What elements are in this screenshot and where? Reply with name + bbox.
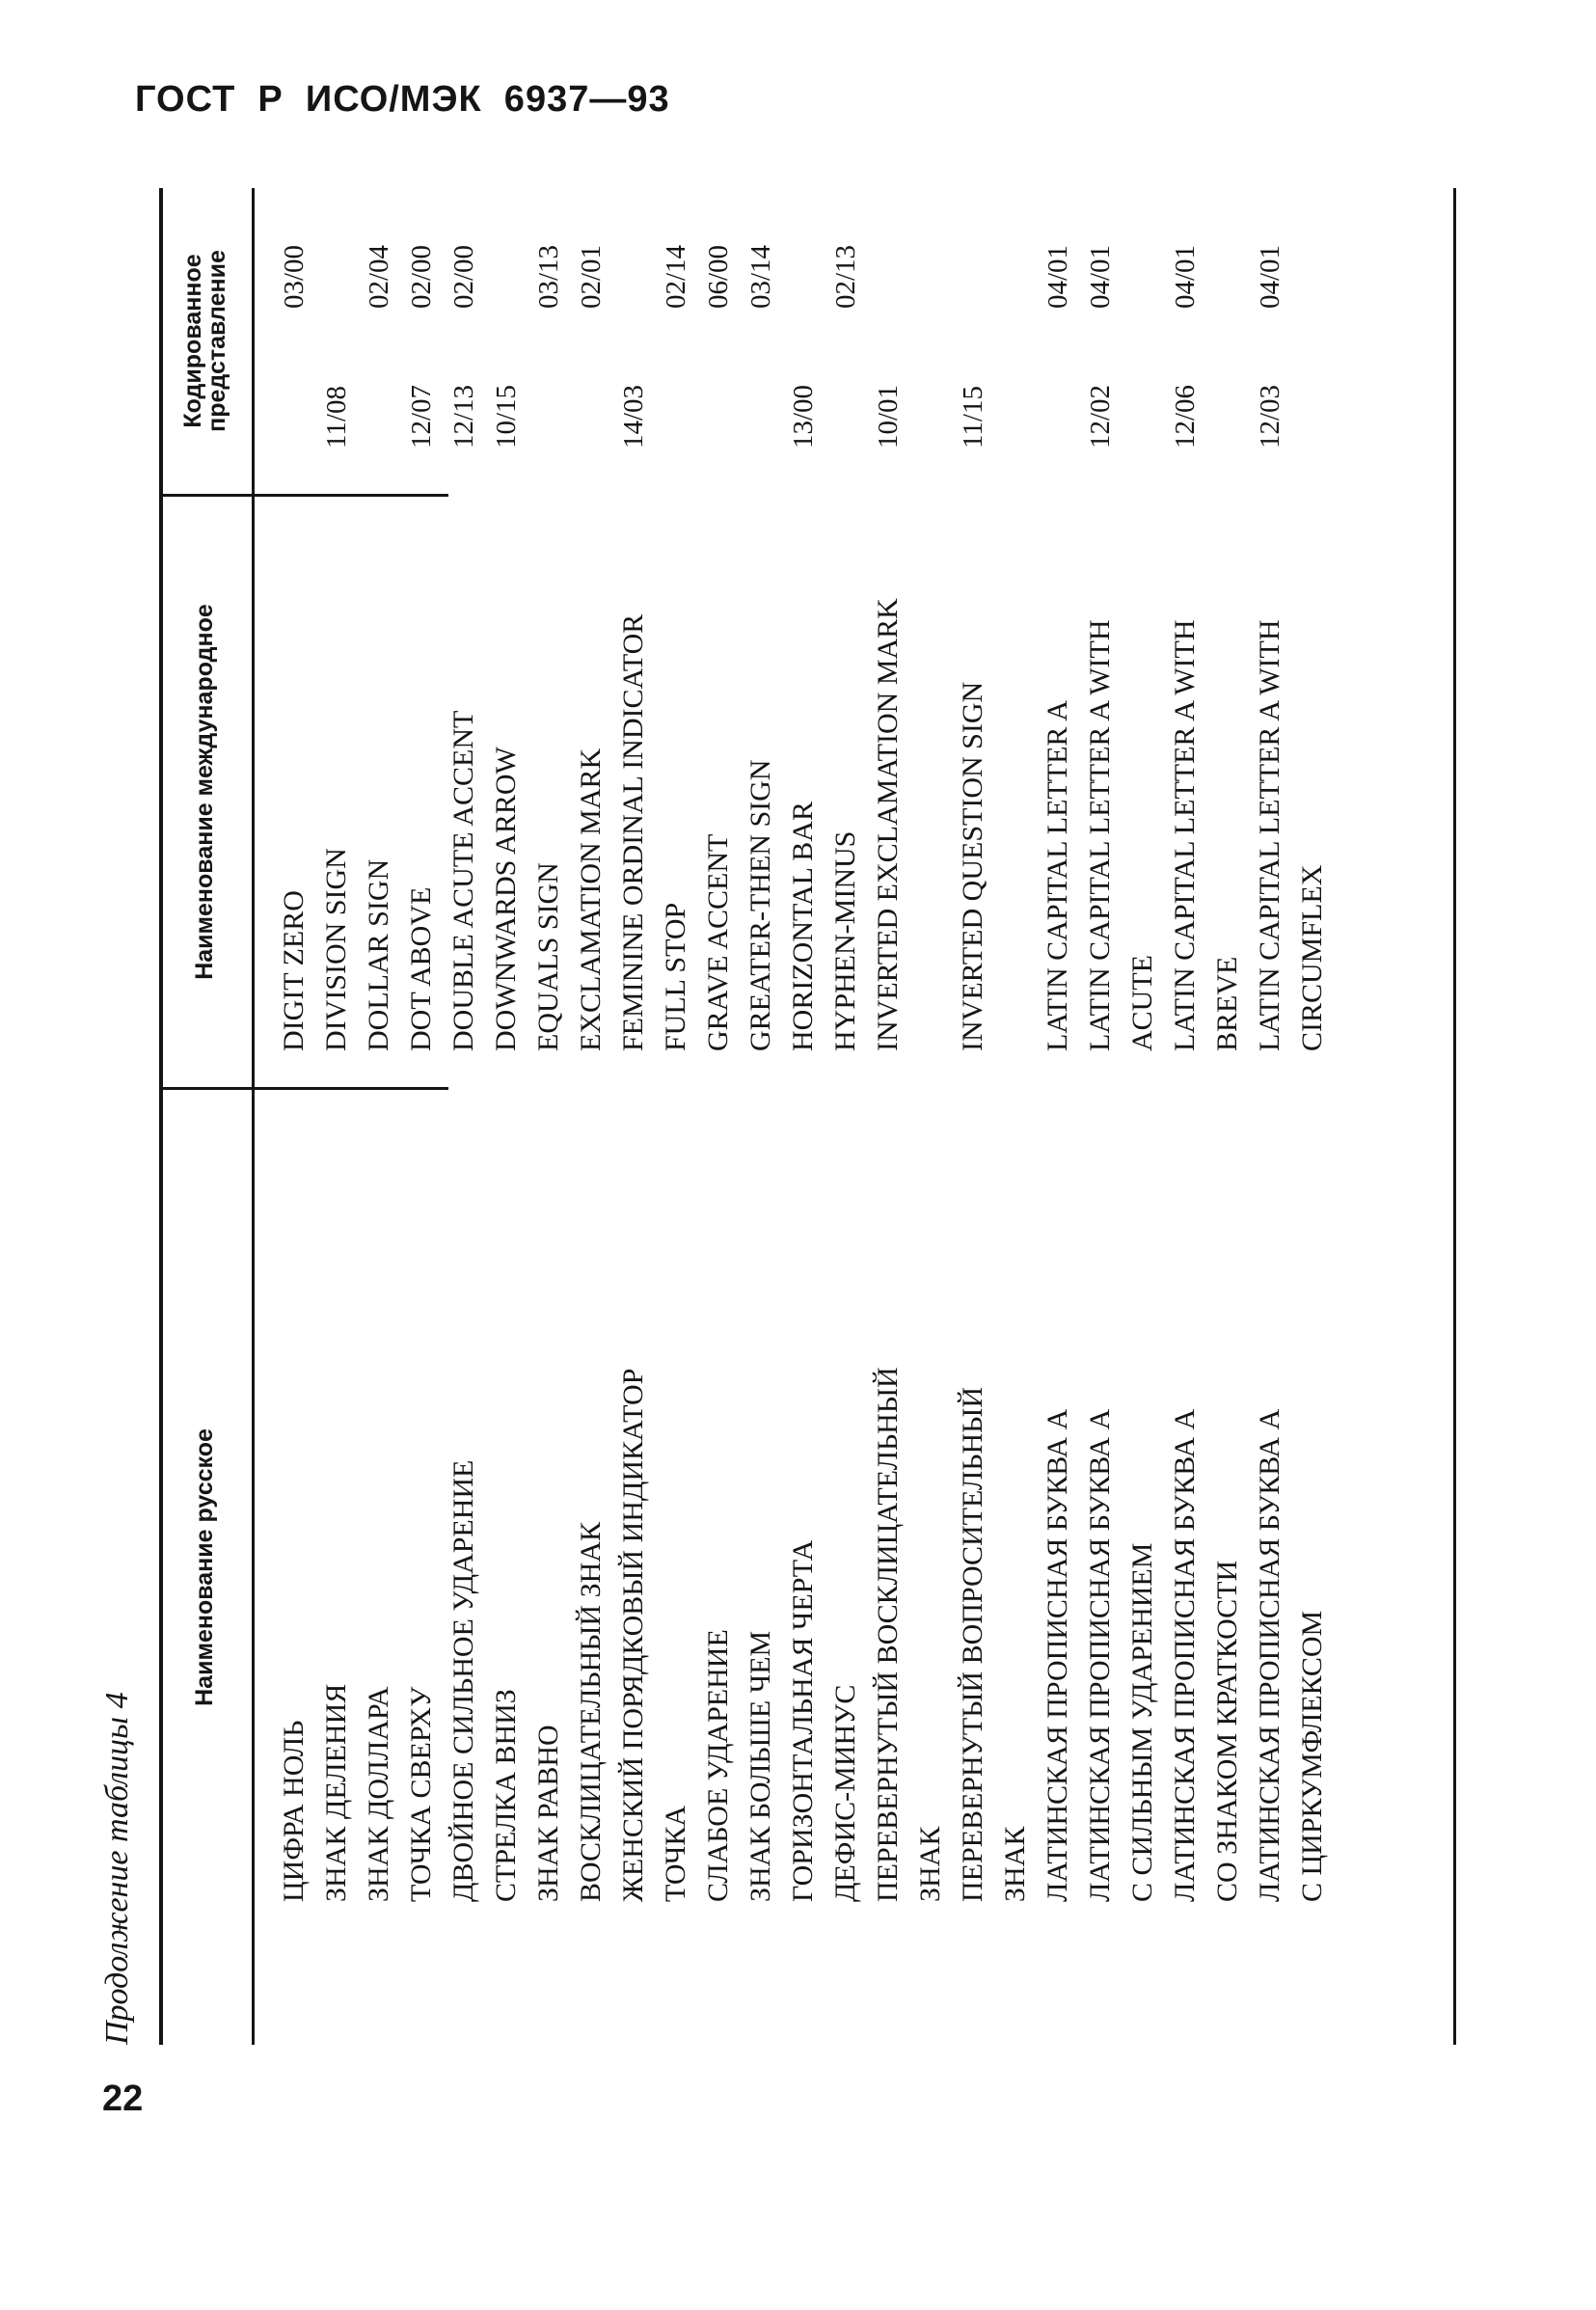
code-primary: 10/01 <box>873 384 904 448</box>
international-name-cell: FULL STOP <box>660 902 691 1051</box>
code-secondary: 02/13 <box>830 244 861 309</box>
table-bottom-rule <box>1453 188 1456 2045</box>
international-name-cell: BREVE <box>1211 956 1243 1051</box>
code-secondary: 03/13 <box>533 244 564 309</box>
page-number: 22 <box>102 2079 144 2119</box>
table-row <box>1249 188 1291 2045</box>
code-primary: 14/03 <box>618 384 649 448</box>
code-secondary: 03/00 <box>279 244 310 309</box>
code-primary: 12/03 <box>1255 384 1285 448</box>
international-name-cell: ACUTE <box>1126 955 1158 1051</box>
code-secondary: 04/01 <box>1170 244 1201 309</box>
table-row <box>400 188 443 2045</box>
header-coded-representation: Кодированное представление <box>178 250 230 432</box>
table-row <box>1164 188 1206 2045</box>
code-primary: 12/06 <box>1170 384 1201 448</box>
table-row <box>612 188 655 2045</box>
table-row <box>697 188 740 2045</box>
code-secondary: 04/01 <box>1085 244 1116 309</box>
russian-name-cell: ЗНАК ДЕЛЕНИЯ <box>320 1683 352 1902</box>
russian-name-cell: С ЦИРКУМФЛЕКСОМ <box>1296 1610 1328 1902</box>
international-name-cell: LATIN CAPITAL LETTER A WITH <box>1169 619 1201 1051</box>
russian-name-cell: СЛАБОЕ УДАРЕНИЕ <box>702 1629 734 1902</box>
russian-name-cell: ЛАТИНСКАЯ ПРОПИСНАЯ БУКВА А <box>1169 1408 1201 1902</box>
document-header: ГОСТ Р ИСО/МЭК 6937—93 <box>135 79 670 120</box>
international-name-cell: LATIN CAPITAL LETTER A <box>1041 700 1073 1051</box>
russian-name-cell: ДЕФИС-МИНУС <box>829 1684 861 1902</box>
code-secondary: 06/00 <box>703 244 734 309</box>
table-row <box>994 188 1037 2045</box>
international-name-cell: DOLLAR SIGN <box>363 858 394 1051</box>
rotated-table <box>99 188 1456 2045</box>
international-name-cell: EXCLAMATION MARK <box>575 747 607 1051</box>
table-row <box>825 188 867 2045</box>
international-name-cell: DOUBLE ACUTE ACCENT <box>447 710 479 1051</box>
russian-name-cell: ТОЧКА <box>660 1805 691 1902</box>
table-row <box>740 188 782 2045</box>
international-name-cell: EQUALS SIGN <box>532 862 564 1051</box>
code-primary: 12/02 <box>1085 384 1116 448</box>
international-name-cell: INVERTED QUESTION SIGN <box>957 681 988 1051</box>
russian-name-cell: ЗНАК РАВНО <box>532 1725 564 1902</box>
code-primary: 11/15 <box>958 386 988 448</box>
russian-name-cell: ЛАТИНСКАЯ ПРОПИСНАЯ БУКВА А <box>1084 1408 1116 1902</box>
code-primary: 10/15 <box>491 384 522 448</box>
code-secondary: 02/04 <box>364 244 394 309</box>
table-caption: Продолжение таблицы 4 <box>99 1692 135 2045</box>
code-primary: 11/08 <box>321 386 352 448</box>
table-row <box>655 188 697 2045</box>
russian-name-cell: ЛАТИНСКАЯ ПРОПИСНАЯ БУКВА А <box>1254 1408 1285 1902</box>
international-name-cell: LATIN CAPITAL LETTER A WITH <box>1254 619 1285 1051</box>
code-secondary: 02/01 <box>576 244 607 309</box>
russian-name-cell: ГОРИЗОНТАЛЬНАЯ ЧЕРТА <box>787 1539 819 1902</box>
table-row <box>1291 188 1334 2045</box>
code-secondary: 03/14 <box>745 244 776 309</box>
table-row <box>1079 188 1122 2045</box>
russian-name-cell: ДВОЙНОЕ СИЛЬНОЕ УДАРЕНИЕ <box>447 1459 479 1902</box>
table-row <box>315 188 358 2045</box>
table-row <box>1122 188 1164 2045</box>
russian-name-cell: ЛАТИНСКАЯ ПРОПИСНАЯ БУКВА А <box>1041 1408 1073 1902</box>
international-name-cell: GRAVE ACCENT <box>702 833 734 1051</box>
code-secondary: 04/01 <box>1255 244 1285 309</box>
code-secondary: 02/00 <box>406 244 437 309</box>
table-row <box>273 188 315 2045</box>
table-row <box>952 188 994 2045</box>
table-row <box>1206 188 1249 2045</box>
russian-name-cell: ЗНАК ДОЛЛАРА <box>363 1686 394 1902</box>
table-row <box>782 188 825 2045</box>
code-primary: 12/13 <box>448 384 479 448</box>
russian-name-cell: ВОСКЛИЦАТЕЛЬНЫЙ ЗНАК <box>575 1522 607 1902</box>
international-name-cell: GREATER-THEN SIGN <box>744 759 776 1051</box>
code-primary: 12/07 <box>406 384 437 448</box>
international-name-cell: HORIZONTAL BAR <box>787 802 819 1051</box>
table-row <box>570 188 612 2045</box>
international-name-cell: DOT ABOVE <box>405 886 437 1051</box>
russian-name-cell: С СИЛЬНЫМ УДАРЕНИЕМ <box>1126 1542 1158 1902</box>
international-name-cell: INVERTED EXCLAMATION MARK <box>872 598 904 1051</box>
international-name-cell: LATIN CAPITAL LETTER A WITH <box>1084 619 1116 1051</box>
russian-name-cell: ПЕРЕВЕРНУТЫЙ ВОСКЛИЦАТЕЛЬНЫЙ <box>872 1367 904 1902</box>
code-secondary: 04/01 <box>1042 244 1073 309</box>
table-row <box>867 188 909 2045</box>
code-primary: 13/00 <box>788 384 819 448</box>
russian-name-cell: ЗНАК БОЛЬШЕ ЧЕМ <box>744 1630 776 1902</box>
russian-name-cell: ЗНАК <box>914 1826 946 1902</box>
russian-name-cell: ЗНАК <box>999 1826 1031 1902</box>
code-secondary: 02/00 <box>448 244 479 309</box>
header-international-name: Наименование международное <box>191 604 218 980</box>
international-name-cell: DIGIT ZERO <box>278 890 310 1051</box>
international-name-cell: HYPHEN-MINUS <box>829 830 861 1051</box>
russian-name-cell: ЖЕНСКИЙ ПОРЯДКОВЫЙ ИНДИКАТОР <box>617 1368 649 1902</box>
table-row <box>527 188 570 2045</box>
international-name-cell: CIRCUMFLEX <box>1296 864 1328 1051</box>
code-secondary: 02/14 <box>661 244 691 309</box>
table-row <box>358 188 400 2045</box>
table-row <box>1037 188 1079 2045</box>
international-name-cell: FEMININE ORDINAL INDICATOR <box>617 613 649 1051</box>
russian-name-cell: ЦИФРА НОЛЬ <box>278 1720 310 1902</box>
international-name-cell: DIVISION SIGN <box>320 848 352 1051</box>
international-name-cell: DOWNWARDS ARROW <box>490 747 522 1051</box>
table-header-rule <box>252 188 255 2045</box>
table-row <box>443 188 485 2045</box>
table-row <box>909 188 952 2045</box>
russian-name-cell: ПЕРЕВЕРНУТЫЙ ВОПРОСИТЕЛЬНЫЙ <box>957 1387 988 1902</box>
table-row <box>485 188 527 2045</box>
russian-name-cell: СО ЗНАКОМ КРАТКОСТИ <box>1211 1560 1243 1902</box>
russian-name-cell: СТРЕЛКА ВНИЗ <box>490 1689 522 1902</box>
russian-name-cell: ТОЧКА СВЕРХУ <box>405 1686 437 1902</box>
header-russian-name: Наименование русское <box>191 1428 218 1706</box>
table-body <box>273 188 1334 2045</box>
